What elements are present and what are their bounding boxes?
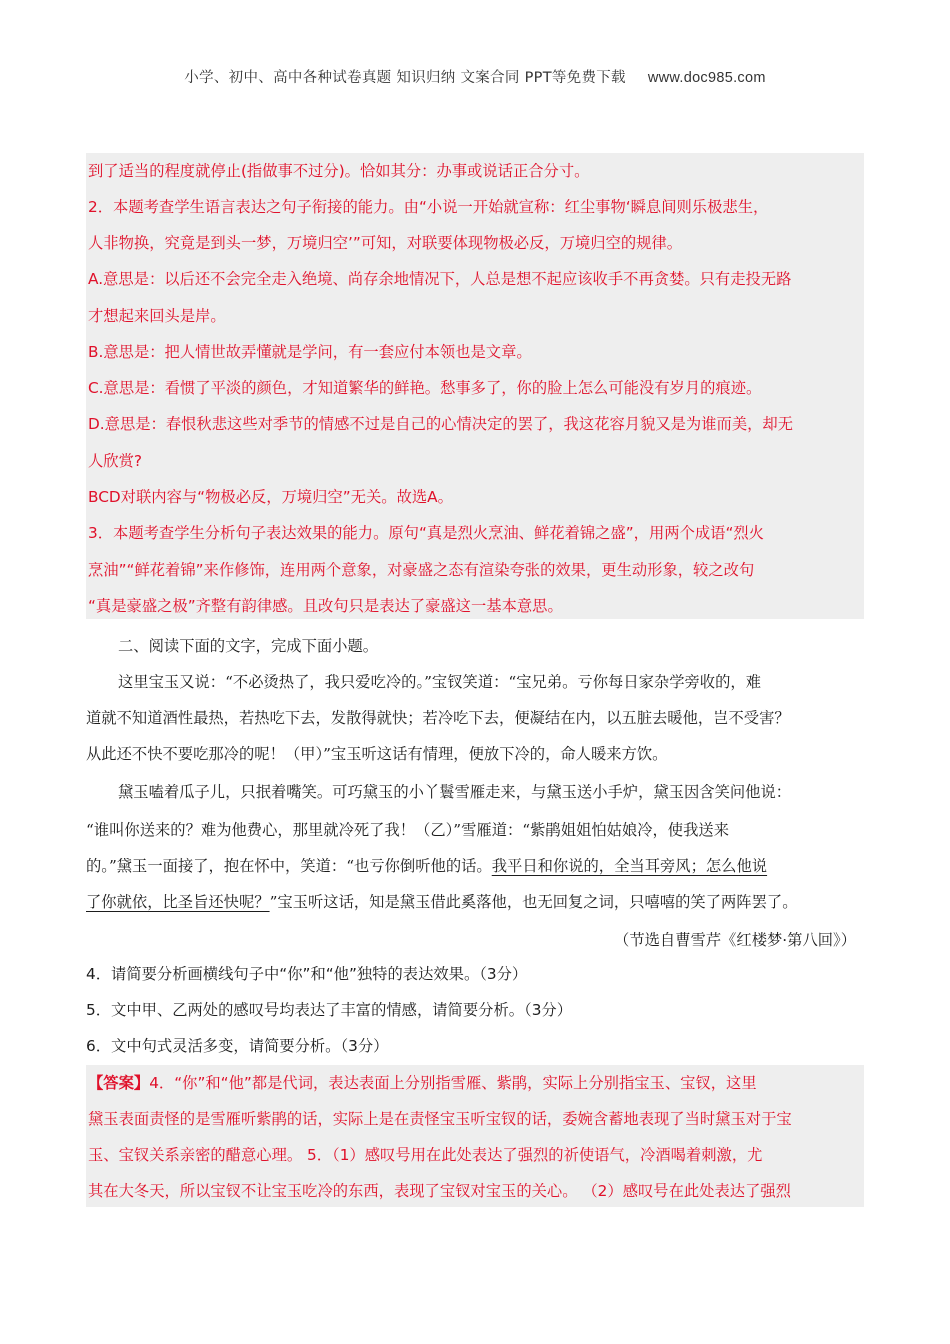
passage-line: 从此还不快不要吃那冷的呢！（甲）”宝玉听这话有情理，便放下冷的，命人暖来方饮。 [86, 745, 668, 763]
answer-line: 2．本题考查学生语言表达之句子衔接的能力。由“小说一开始就宣称：红尘事物‘瞬息间则乐极悲生， [88, 198, 769, 216]
answer-line [88, 1071, 864, 1093]
answer-line: 其在大冬天，所以宝钗不让宝玉吃冷的东西，表现了宝钗对宝玉的关心。 （2）感叹号在此处表达了强烈 [88, 1182, 791, 1200]
passage-line: “谁叫你送来的？难为他费心，那里就冷死了我！（乙）”雪雁道：“紫鹃姐姐怕姑娘冷，使我送来 [86, 821, 729, 839]
question-item: 6．文中句式灵活多变，请简要分析。（3分） [86, 1037, 389, 1055]
underlined-sentence: 了你就依，比圣旨还快呢？ [86, 893, 270, 911]
passage-line: 黛玉嗑着瓜子儿，只抿着嘴笑。可巧黛玉的小丫鬟雪雁走来，与黛玉送小手炉，黛玉因含笑问他说： [118, 783, 792, 801]
underlined-sentence: 我平日和你说的，全当耳旁风；怎么他说 [491, 857, 768, 875]
reading-section [86, 630, 866, 950]
answer-line: 到了适当的程度就停止(指做事不过分)。恰如其分：办事或说话正合分寸。 [88, 162, 590, 180]
answer-line: BCD对联内容与“物极必反，万境归空”无关。故选A。 [88, 488, 453, 506]
answer-line: 黛玉表面责怪的是雪雁听紫鹃的话，实际上是在责怪宝玉听宝钗的话，委婉含蓄地表现了当时黛玉对于宝 [88, 1110, 792, 1128]
answer-line: A.意思是：以后还不会完全走入绝境、尚存余地情况下，人总是想不起应该收手不再贪婪。只有走投无路 [88, 270, 792, 288]
answer-line: C.意思是：看惯了平淡的颜色，才知道繁华的鲜艳。愁事多了，你的脸上怎么可能没有岁月的痕迹。 [88, 379, 762, 397]
passage-line [86, 890, 866, 912]
answer-label: 【答案】 [88, 1074, 150, 1092]
passage-line: 这里宝玉又说：“不必烫热了，我只爱吃冷的。”宝钗笑道：“宝兄弟。亏你每日家杂学旁收的，难 [118, 673, 761, 691]
section-title: 二、阅读下面的文字，完成下面小题。 [118, 637, 379, 655]
answer-line: 玉、宝钗关系亲密的醋意心理。 5．（1）感叹号用在此处表达了强烈的祈使语气，冷酒喝着刺激，尤 [88, 1146, 763, 1164]
answer-line: “真是豪盛之极”齐整有韵律感。且改句只是表达了豪盛这一基本意思。 [88, 597, 563, 615]
passage-line [86, 854, 866, 876]
question-item: 5．文中甲、乙两处的感叹号均表达了丰富的情感，请简要分析。（3分） [86, 1001, 573, 1019]
answer-text: 4．“你”和“他”都是代词，表达表面上分别指雪雁、紫鹃，实际上分别指宝玉、宝钗，这里 [149, 1074, 757, 1092]
answer-block-top [86, 153, 864, 619]
passage-text: ”宝玉听这话，知是黛玉借此奚落他，也无回复之词，只嘻嘻的笑了两阵罢了。 [269, 893, 798, 911]
answer-line: 烹油”“鲜花着锦”来作修饰，连用两个意象，对豪盛之态有渲染夸张的效果，更生动形象，较之改句 [88, 561, 755, 579]
answer-line: 人非物换，究竟是到头一梦，万境归空’”可知，对联要体现物极必反，万境归空的规律。 [88, 234, 683, 252]
passage-line: 道就不知道酒性最热，若热吃下去，发散得就快；若冷吃下去，便凝结在内，以五脏去暖他，岂不受害？ [86, 709, 790, 727]
header-text: 小学、初中、高中各种试卷真题 知识归纳 文案合同 PPT等免费下载 [184, 70, 626, 86]
answer-line: 3．本题考查学生分析句子表达效果的能力。原句“真是烈火烹油、鲜花着锦之盛”，用两个成语“烈火 [88, 524, 764, 542]
answer-block-bottom [86, 1065, 864, 1207]
answer-line: B.意思是：把人情世故弄懂就是学问，有一套应付本领也是文章。 [88, 343, 532, 361]
questions [86, 960, 866, 1070]
question-item: 4．请简要分析画横线句子中“你”和“他”独特的表达效果。（3分） [86, 965, 528, 983]
answer-line: D.意思是：春恨秋悲这些对季节的情感不过是自己的心情决定的罢了，我这花容月貌又是为谁而美，却无 [88, 415, 794, 433]
passage-text: 的。”黛玉一面接了，抱在怀中，笑道：“也亏你倒听他的话。 [86, 857, 492, 875]
answer-line: 才想起来回头是岸。 [88, 307, 226, 325]
header-site-link[interactable]: www.doc985.com [647, 70, 766, 86]
page-header [0, 66, 950, 87]
passage-source: （节选自曹雪芹《红楼梦·第八回》） [614, 931, 856, 949]
answer-line: 人欣赏? [88, 452, 143, 470]
